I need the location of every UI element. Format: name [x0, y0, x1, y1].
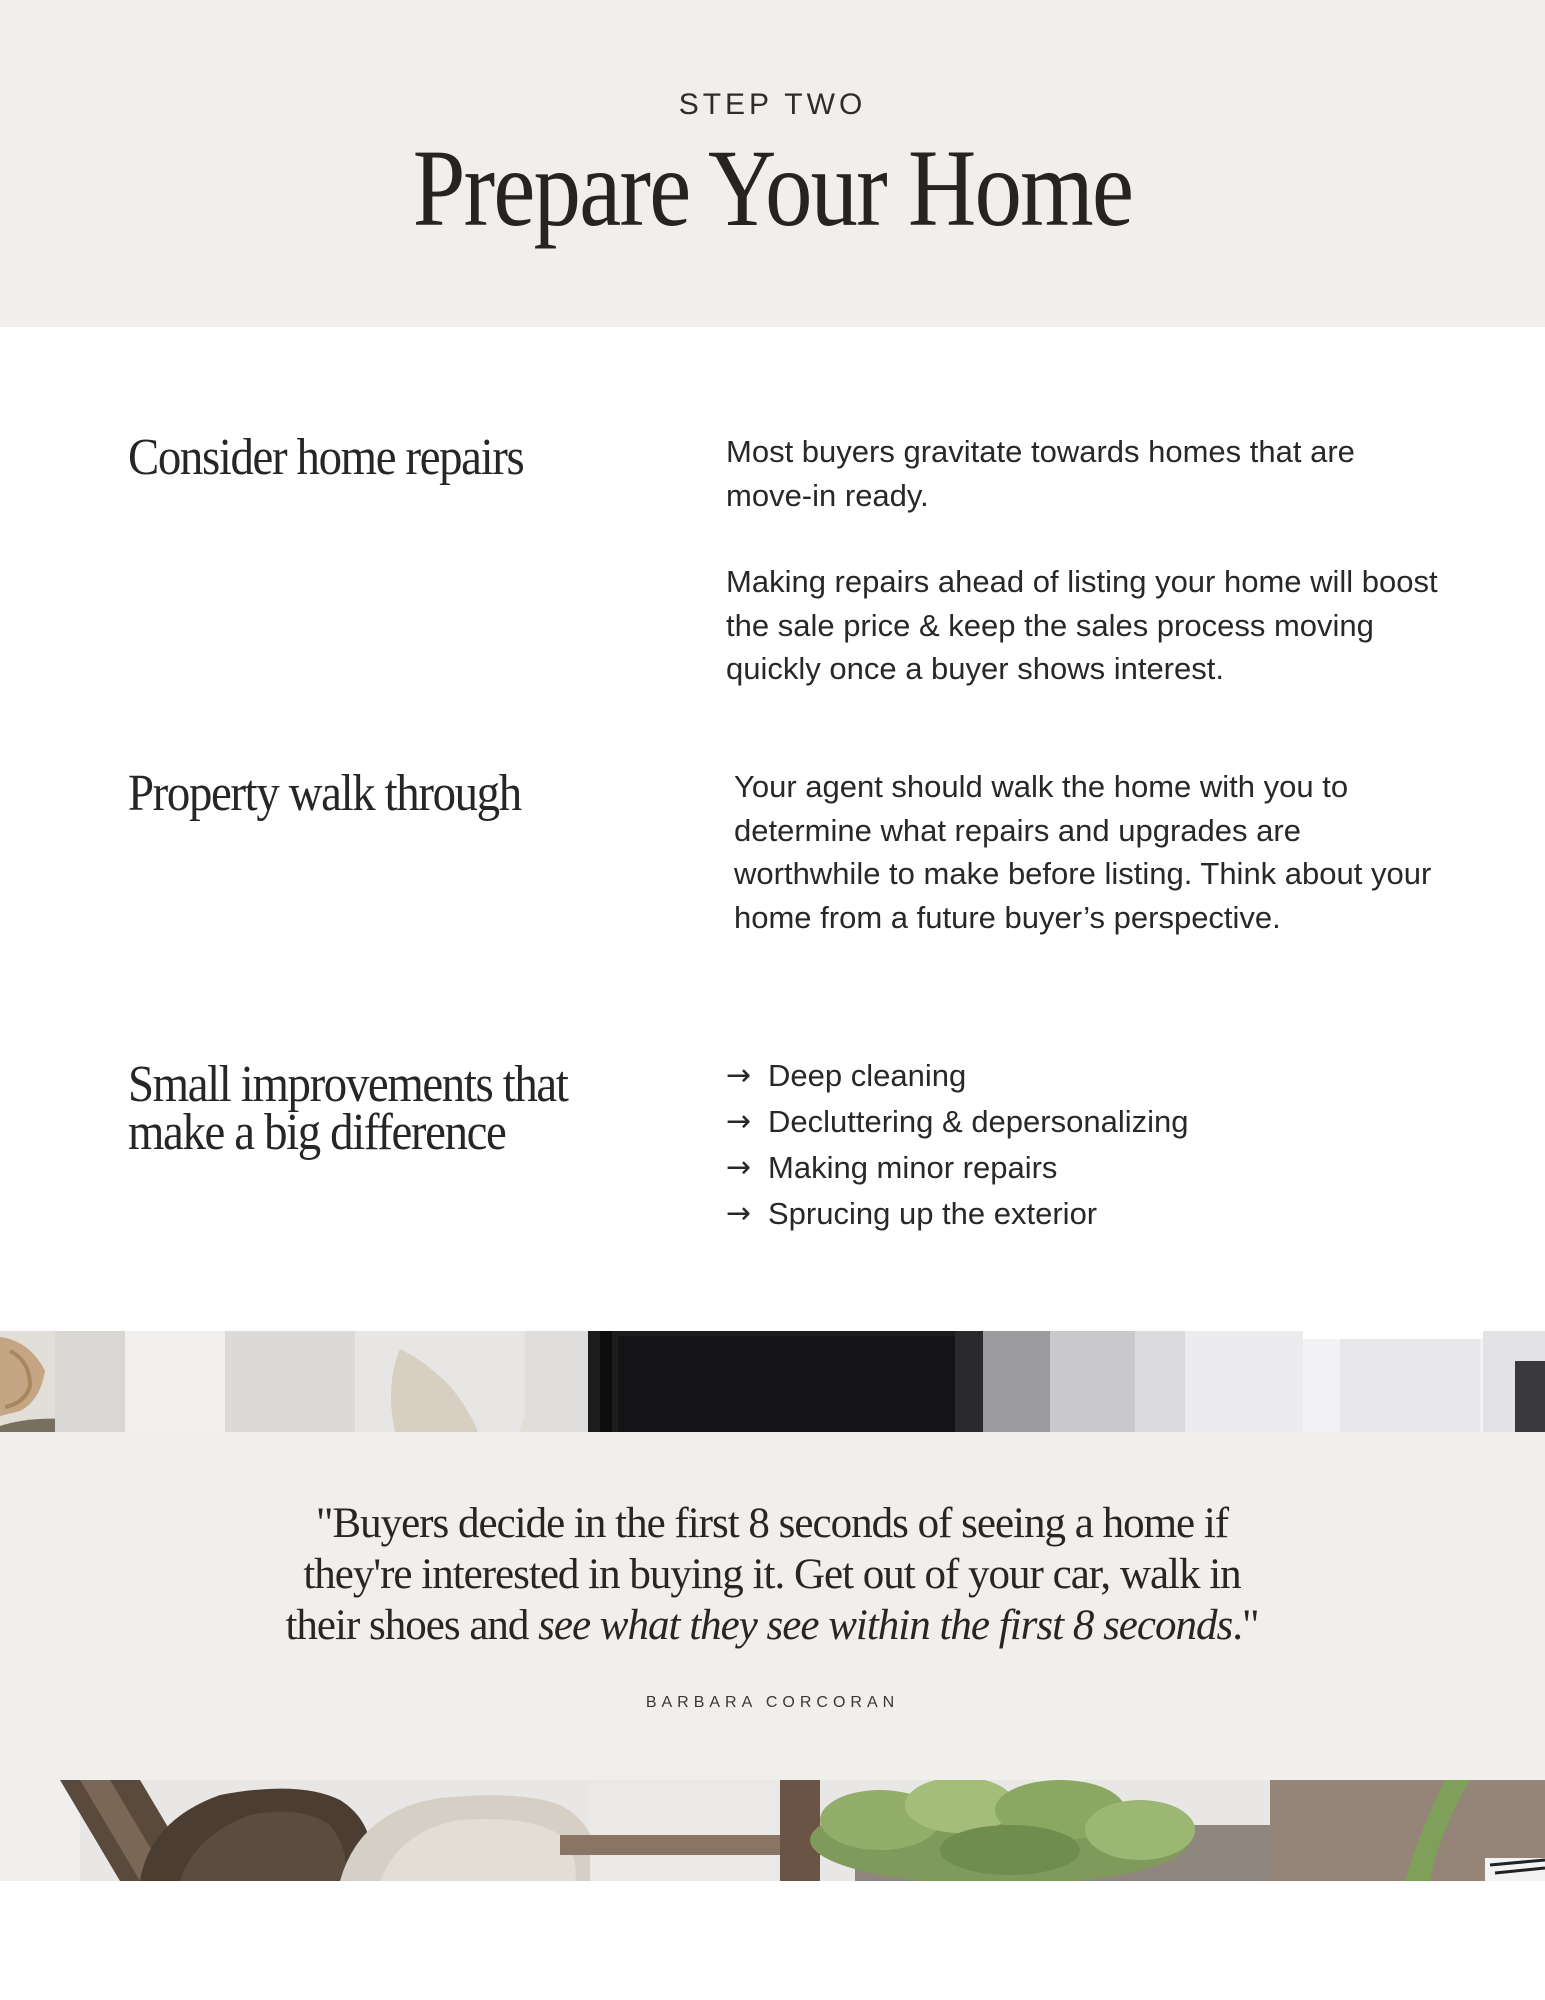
section-heading: Small improvements that make a big difference — [128, 1056, 568, 1161]
bullet-list-container — [726, 1053, 1466, 1237]
arrow-right-icon: → — [726, 1196, 752, 1232]
list-item: → Deep cleaning — [726, 1053, 1466, 1099]
living-room-photo — [0, 1331, 1545, 1432]
list-item: → Decluttering & depersonalizing — [726, 1099, 1466, 1145]
header-band — [0, 0, 1545, 327]
list-item: → Making minor repairs — [726, 1145, 1466, 1191]
step-label: STEP TWO — [678, 88, 867, 121]
paragraph: Your agent should walk the home with you to determine what repairs and upgrades are worthwhile to make before listing. Think about your home from a future buyer’s perspective. — [734, 769, 1432, 935]
paragraph: Making repairs ahead of listing your home will boost the sale price & keep the sales process moving quickly once a buyer shows interest. — [726, 564, 1438, 686]
section-body — [726, 430, 1466, 691]
section-heading: Consider home repairs — [128, 429, 524, 486]
list-item: → Sprucing up the exterior — [726, 1191, 1466, 1237]
sofa-succulent-illustration — [0, 1780, 1545, 1881]
living-room-illustration — [0, 1331, 1545, 1432]
arrow-right-icon: → — [726, 1104, 752, 1140]
bullet-list — [726, 1053, 1466, 1237]
testimonial-quote: "Buyers decide in the first 8 seconds of seeing a home if they're interested in buying it. Get out of your car, walk in their shoes and see what they see within the first 8 seconds." — [285, 1500, 1259, 1649]
quote-attribution: BARBARA CORCORAN — [645, 1694, 900, 1711]
page-title: Prepare Your Home — [412, 127, 1133, 249]
section-heading: Property walk through — [128, 765, 521, 822]
section-body — [734, 765, 1434, 939]
quote-band — [0, 1432, 1545, 1780]
quote-emphasis: see what they see within the first 8 seconds — [538, 1602, 1233, 1649]
paragraph: Most buyers gravitate towards homes that are move-in ready. — [726, 434, 1355, 513]
sofa-photo — [0, 1780, 1545, 1881]
arrow-right-icon: → — [726, 1150, 752, 1186]
arrow-right-icon: → — [726, 1058, 752, 1094]
